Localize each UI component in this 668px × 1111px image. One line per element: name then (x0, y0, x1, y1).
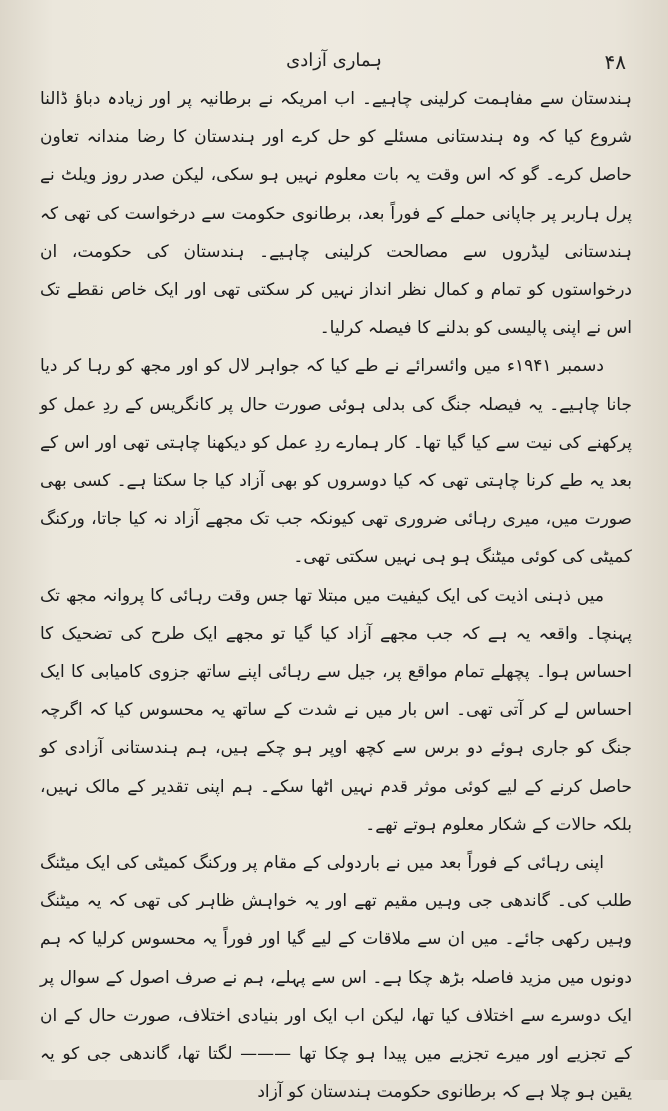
paragraph-4: اپنی رہائی کے فوراً بعد میں نے باردولی کے مقام پر ورکنگ کمیٹی کی ایک میٹنگ طلب کی۔ گاندھی جی وہیں مقیم تھے اور یہ خواہش ظاہر کی تھی کہ یہ میٹنگ وہیں رکھی جائے۔ میں ان سے ملاقات کے لیے گیا اور فوراً یہ محسوس کرلیا کہ ہم دونوں میں مزید فاصلہ بڑھ چکا ہے۔ اس سے پہلے، ہم نے صرف اصول کے سوال پر ایک دوسرے سے اختلاف کیا تھا، لیکن اب ایک اور بنیادی اختلاف، صورت حال کے ان کے تجزیے اور میرے تجزیے میں پیدا ہو چکا تھا ——— لگتا تھا، گاندھی جی کو یہ یقین ہو چلا ہے کہ برطانوی حکومت ہندستان کو آزاد (40, 853, 632, 1103)
paragraph-2: دسمبر ۱۹۴۱ء میں وائسرائے نے طے کیا کہ جواہر لال کو اور مجھ کو رہا کر دیا جانا چاہیے۔ یہ فیصلہ جنگ کی بدلی ہوئی صورت حال پر کانگریس کے ردِ عمل کو پرکھنے کی نیت سے کیا گیا تھا۔ کار ہمارے ردِ عمل کو دیکھنا چاہتی تھی اور اس کے بعد یہ طے کرنا چاہتی تھی کہ کیا دوسروں کو بھی آزاد کیا جا سکتا ہے۔ کسی بھی صورت میں، میری رہائی ضروری تھی کیونکہ جب تک مجھے آزاد نہ کیا جاتا، ورکنگ کمیٹی کی کوئی میٹنگ ہو ہی نہیں سکتی تھی۔ (40, 356, 632, 568)
body-text (40, 80, 632, 1111)
paragraph-3: میں ذہنی اذیت کی ایک کیفیت میں مبتلا تھا جس وقت رہائی کا پروانہ مجھ تک پہنچا۔ واقعہ یہ ہے کہ جب مجھے آزاد کیا گیا تو مجھے ایک طرح کی تضحیک کا احساس ہوا۔ پچھلے تمام مواقع پر، جیل سے رہائی اپنے ساتھ جزوی کامیابی کا ایک احساس لے کر آتی تھی۔ اس بار میں نے شدت کے ساتھ یہ محسوس کیا کہ اگرچہ جنگ کو جاری ہوئے دو برس سے کچھ اوپر ہو چکے ہیں، ہم ہندستانی آزادی کو حاصل کرنے کے لیے کوئی موثر قدم نہیں اٹھا سکے۔ ہم اپنی تقدیر کے مالک نہیں، بلکہ حالات کے شکار معلوم ہوتے تھے۔ (40, 585, 632, 835)
page-number: ۴۸ (604, 50, 626, 74)
paragraph-1: ہندستان سے مفاہمت کرلینی چاہیے۔ اب امریکہ نے برطانیہ پر اور زیادہ دباؤ ڈالنا شروع کیا کہ وہ ہندستانی مسئلے کو حل کرے اور ہندستان کا رضا مندانہ تعاون حاصل کرے۔ گو کہ اس وقت یہ بات معلوم نہیں ہو سکی، لیکن صدر روز ویلٹ نے پرل ہاربر پر جاپانی حملے کے فوراً بعد، برطانوی حکومت سے درخواست کی تھی کہ ہندستانی لیڈروں سے مصالحت کرلینی چاہیے۔ ہندستان کی حکومت، ان درخواستوں کو تمام و کمال نظر انداز نہیں کر سکتی تھی اور ایک خاص نقطے تک اس نے اپنی پالیسی کو بدلنے کا فیصلہ کرلیا۔ (40, 89, 632, 339)
page-header (0, 50, 668, 78)
running-title: ہماری آزادی (286, 50, 382, 71)
